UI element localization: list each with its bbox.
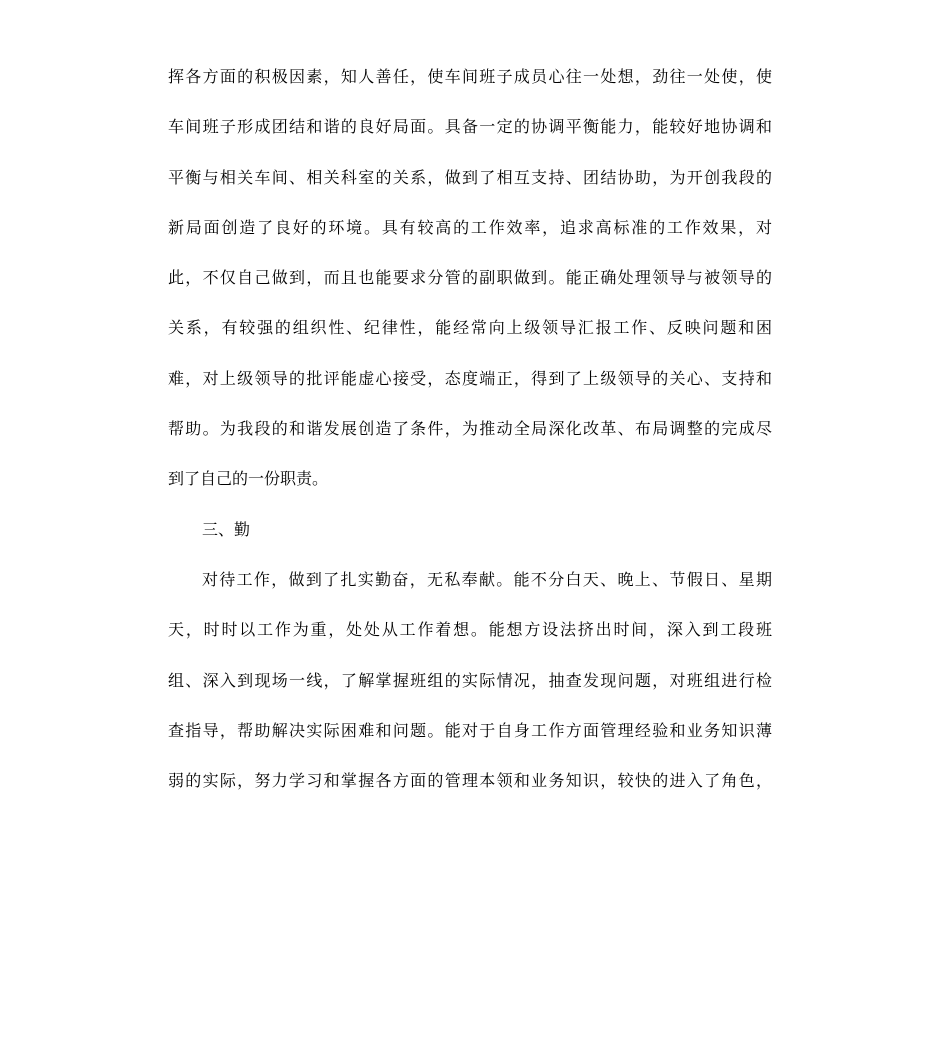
paragraph-line: 对待工作，做到了扎实勤奋，无私奉献。能不分白天、晚上、节假日、星期 <box>202 569 772 589</box>
paragraph-line: 弱的实际，努力学习和掌握各方面的管理本领和业务知识，较快的进入了角色， <box>168 771 772 791</box>
document-body <box>168 62 772 816</box>
paragraph-line: 关系，有较强的组织性、纪律性，能经常向上级领导汇报工作、反映问题和困 <box>168 318 772 338</box>
paragraph-line: 此，不仅自己做到，而且也能要求分管的副职做到。能正确处理领导与被领导的 <box>168 268 772 288</box>
paragraph-line: 天，时时以工作为重，处处从工作着想。能想方设法挤出时间，深入到工段班 <box>168 620 772 640</box>
paragraph-line: 新局面创造了良好的环境。具有较高的工作效率，追求高标准的工作效果，对 <box>168 217 772 237</box>
paragraph-line: 平衡与相关车间、相关科室的关系，做到了相互支持、团结协助，为开创我段的 <box>168 167 772 187</box>
paragraph-line: 组、深入到现场一线，了解掌握班组的实际情况，抽查发现问题，对班组进行检 <box>168 670 772 690</box>
paragraph-line: 帮助。为我段的和谐发展创造了条件，为推动全局深化改革、布局调整的完成尽 <box>168 419 772 439</box>
paragraph-line: 挥各方面的积极因素，知人善任，使车间班子成员心往一处想，劲往一处使，使 <box>168 67 772 86</box>
paragraph-line: 到了自己的一份职责。 <box>168 469 329 489</box>
section-heading: 三、勤 <box>202 519 251 539</box>
paragraph-line: 难，对上级领导的批评能虚心接受，态度端正，得到了上级领导的关心、支持和 <box>168 368 772 388</box>
paragraph-line: 车间班子形成团结和谐的良好局面。具备一定的协调平衡能力，能较好地协调和 <box>168 117 772 137</box>
paragraph-line: 查指导，帮助解决实际困难和问题。能对于自身工作方面管理经验和业务知识薄 <box>168 720 772 740</box>
